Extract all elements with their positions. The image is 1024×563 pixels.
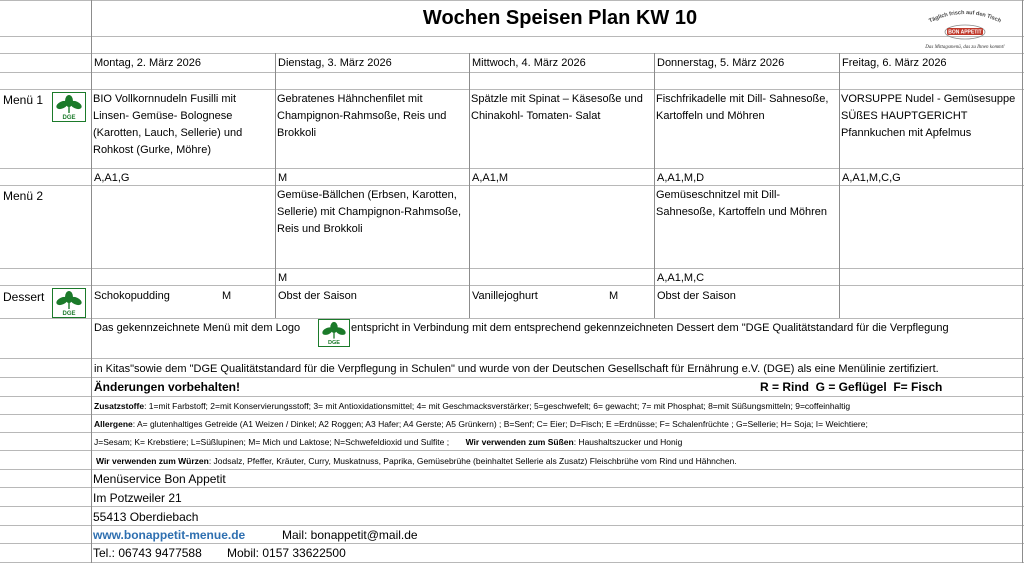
row-label-dessert: Dessert — [3, 290, 45, 304]
day-header-thursday: Donnerstag, 5. März 2026 — [657, 57, 785, 69]
grid-line — [91, 0, 92, 563]
company-website-link[interactable]: www.bonappetit-menue.de — [93, 528, 246, 542]
changes-notice: Änderungen vorbehalten! — [94, 380, 241, 394]
grid-line — [469, 53, 470, 318]
grid-line — [0, 506, 1024, 507]
menu1-dish-tuesday: Gebratenes Hähnchenfilet mit Champignon-Rahmsoße, Reis und Brokkoli — [277, 93, 447, 139]
dge-logo — [318, 319, 350, 347]
page-title: Wochen Speisen Plan KW 10 — [422, 7, 698, 29]
dessert-allergens-monday: M — [222, 290, 232, 302]
spices-label: Wir verwenden zum Würzen — [96, 456, 209, 466]
sweeteners-text: : Haushaltszucker und Honig — [573, 437, 683, 447]
svg-text:BON APPETIT: BON APPETIT — [948, 29, 982, 36]
grid-line — [0, 36, 1024, 37]
day-header-tuesday: Dienstag, 3. März 2026 — [278, 57, 392, 69]
day-header-wednesday: Mittwoch, 4. März 2026 — [472, 57, 586, 69]
grid-line — [0, 285, 1024, 286]
grid-line — [0, 396, 1024, 397]
grid-line — [275, 53, 276, 318]
dessert-wednesday: Vanillejoghurt — [472, 290, 538, 302]
svg-text:DGE: DGE — [327, 340, 341, 346]
menu1-allergens-wednesday: A,A1,M — [472, 172, 509, 184]
bon-appetit-logo — [925, 8, 1005, 54]
allergens-line-2 — [94, 436, 682, 448]
meat-key: R = Rind G = Geflügel F= Fisch — [760, 380, 943, 394]
grid-line — [0, 268, 1024, 269]
grid-line — [0, 358, 1024, 359]
dessert-tuesday: Obst der Saison — [278, 290, 357, 302]
dge-note-line1-after: entspricht in Verbindung mit dem entsprechend gekennzeichneten Dessert dem "DGE Qualitätstandard für die Verpflegung — [351, 322, 949, 334]
allergens-line — [94, 418, 868, 430]
menu1-allergens-monday: A,A1,G — [94, 172, 130, 184]
dessert-monday: Schokopudding — [94, 290, 170, 302]
company-phone: Tel.: 06743 9477588 — [93, 546, 202, 560]
menu1-dish-thursday: Fischfrikadelle mit Dill- Sahnesoße, Kartoffeln und Möhren — [656, 93, 829, 122]
grid-line — [0, 414, 1024, 415]
grid-line — [0, 185, 1024, 186]
menu1-allergens-tuesday: M — [278, 172, 288, 184]
company-city: 55413 Oberdiebach — [93, 510, 199, 524]
grid-line — [0, 469, 1024, 470]
grid-line — [1022, 0, 1023, 563]
dge-note-line2: in Kitas"sowie dem "DGE Qualitätstandard für die Verpflegung in Schulen" und wurde von der Deutschen Gesellschaft für Ernährung e.V. (DGE) als eine Menülinie zertifiziert. — [94, 363, 939, 375]
svg-text:DGE: DGE — [62, 115, 76, 121]
svg-text:DGE: DGE — [62, 311, 76, 317]
sweeteners-label: Wir verwenden zum Süßen — [465, 437, 574, 447]
menu1-dish-friday: VORSUPPE Nudel - Gemüsesuppe SÜßES HAUPTGERICHT Pfannkuchen mit Apfelmus — [841, 93, 1016, 139]
row-label-menu2: Menü 2 — [3, 189, 44, 203]
menu1-allergens-thursday: A,A1,M,D — [657, 172, 705, 184]
allergens-text: : A= glutenhaltiges Getreide (A1 Weizen / Dinkel; A2 Roggen; A3 Hafer; A4 Gerste; A5 Grünkern) ; B=Senf; C= Eier; D=Fisch; E =Erdnüsse; F= Schalenfrüchte ; G=Sellerie; H= Soja; I= Weichtiere; — [132, 419, 868, 429]
dessert-thursday: Obst der Saison — [657, 290, 736, 302]
grid-line — [0, 72, 1024, 73]
grid-line — [0, 432, 1024, 433]
grid-line — [0, 0, 1024, 1]
additives-label: Zusatzstoffe — [94, 401, 145, 411]
grid-line — [654, 53, 655, 318]
additives-text: : 1=mit Farbstoff; 2=mit Konservierungsstoff; 3= mit Antioxidationsmittel; 4= mit Geschmacksverstärker; 5=geschwefelt; 6= gewacht; 7= mit Phosphat; 8=mit Süßungsmitteln; 9=coffeinhaltig — [144, 401, 851, 411]
svg-text:Täglich frisch auf den Tisch: Täglich frisch auf den Tisch — [928, 9, 1002, 25]
spices-text: : Jodsalz, Pfeffer, Kräuter, Curry, Muskatnuss, Paprika, Gemüsebrühe (beinhaltet Sellerie als Zusatz) Fleischbrühe vom Rind und Hähnchen. — [208, 456, 737, 466]
grid-line — [0, 318, 1024, 319]
dessert-allergens-wednesday: M — [609, 290, 619, 302]
allergens-label: Allergene — [94, 419, 133, 429]
grid-line — [0, 543, 1024, 544]
day-header-monday: Montag, 2. März 2026 — [94, 57, 202, 69]
menu1-dish-wednesday: Spätzle mit Spinat – Käsesoße und Chinakohl- Tomaten- Salat — [471, 93, 643, 122]
menu2-dish-tuesday: Gemüse-Bällchen (Erbsen, Karotten, Sellerie) mit Champignon-Rahmsoße, Reis und Brokkoli — [277, 189, 462, 235]
company-mail: Mail: bonappetit@mail.de — [282, 528, 418, 542]
spices-line — [96, 455, 737, 467]
dge-logo — [52, 288, 86, 318]
grid-line — [0, 89, 1024, 90]
additives-line — [94, 400, 850, 412]
row-label-menu1: Menü 1 — [3, 93, 44, 107]
allergens-text-2: J=Sesam; K= Krebstiere; L=Süßlupinen; M= Mich und Laktose; N=Schwefeldioxid und Sulfite ; — [94, 437, 450, 447]
grid-line — [0, 487, 1024, 488]
dge-note-line1-before: Das gekennzeichnete Menü mit dem Logo — [94, 322, 301, 334]
menu2-allergens-tuesday: M — [278, 272, 288, 284]
company-name: Menüservice Bon Appetit — [93, 472, 226, 486]
menu1-dish-monday: BIO Vollkornnudeln Fusilli mit Linsen- Gemüse- Bolognese (Karotten, Lauch, Sellerie) und Rohkost (Gurke, Möhre) — [93, 93, 243, 156]
menu1-allergens-friday: A,A1,M,C,G — [842, 172, 901, 184]
dge-logo — [52, 92, 86, 122]
menu2-dish-thursday: Gemüseschnitzel mit Dill-Sahnesoße, Kartoffeln und Möhren — [656, 189, 828, 218]
svg-text:Das Mittagsmenü, das zu Ihnen: Das Mittagsmenü, das zu Ihnen kommt! — [925, 45, 1005, 50]
company-street: Im Potzweiler 21 — [93, 491, 182, 505]
day-header-friday: Freitag, 6. März 2026 — [842, 57, 947, 69]
grid-line — [0, 53, 1024, 54]
grid-line — [0, 525, 1024, 526]
grid-line — [0, 377, 1024, 378]
grid-line — [0, 450, 1024, 451]
grid-line — [839, 53, 840, 318]
menu2-allergens-thursday: A,A1,M,C — [657, 272, 705, 284]
company-mobile: Mobil: 0157 33622500 — [227, 546, 346, 560]
grid-line — [0, 168, 1024, 169]
